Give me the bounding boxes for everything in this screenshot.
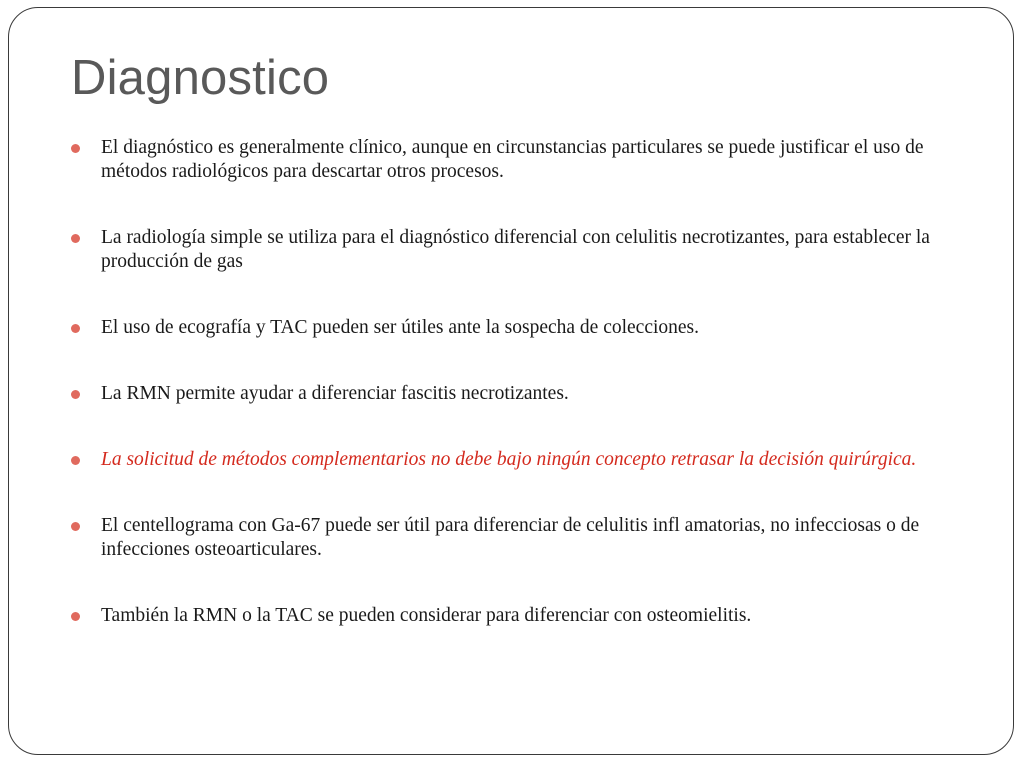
bullet-item [71, 382, 991, 406]
bullet-text: También la RMN o la TAC se pueden considerar para diferenciar con osteomielitis. [101, 605, 752, 626]
bullet-text: La solicitud de métodos complementarios no debe bajo ningún concepto retrasar la decisión quirúrgica. [101, 449, 917, 470]
bullet-text: El centellograma con Ga-67 puede ser útil para diferenciar de celulitis infl amatorias, no infecciosas o de infecciones osteoarticulares. [101, 515, 920, 560]
bullet-item [71, 316, 991, 340]
bullet-marker-icon [71, 612, 80, 621]
slide-frame [8, 7, 1014, 755]
bullet-list [71, 136, 991, 670]
bullet-item [71, 604, 991, 628]
bullet-text: La RMN permite ayudar a diferenciar fascitis necrotizantes. [101, 383, 569, 404]
bullet-text: El diagnóstico es generalmente clínico, aunque en circunstancias particulares se puede justificar el uso de métodos radiológicos para descartar otros procesos. [101, 137, 924, 182]
bullet-marker-icon [71, 390, 80, 399]
slide-title: Diagnostico [71, 51, 330, 105]
bullet-text: El uso de ecografía y TAC pueden ser útiles ante la sospecha de colecciones. [101, 317, 700, 338]
bullet-marker-icon [71, 144, 80, 153]
bullet-item [71, 226, 991, 274]
bullet-item-emphasis [71, 448, 991, 472]
bullet-marker-icon [71, 324, 80, 333]
bullet-text: La radiología simple se utiliza para el diagnóstico diferencial con celulitis necrotizantes, para establecer la producción de gas [101, 227, 930, 272]
bullet-marker-icon [71, 234, 80, 243]
bullet-item [71, 514, 991, 562]
bullet-marker-icon [71, 522, 80, 531]
bullet-item [71, 136, 991, 184]
bullet-marker-icon [71, 456, 80, 465]
